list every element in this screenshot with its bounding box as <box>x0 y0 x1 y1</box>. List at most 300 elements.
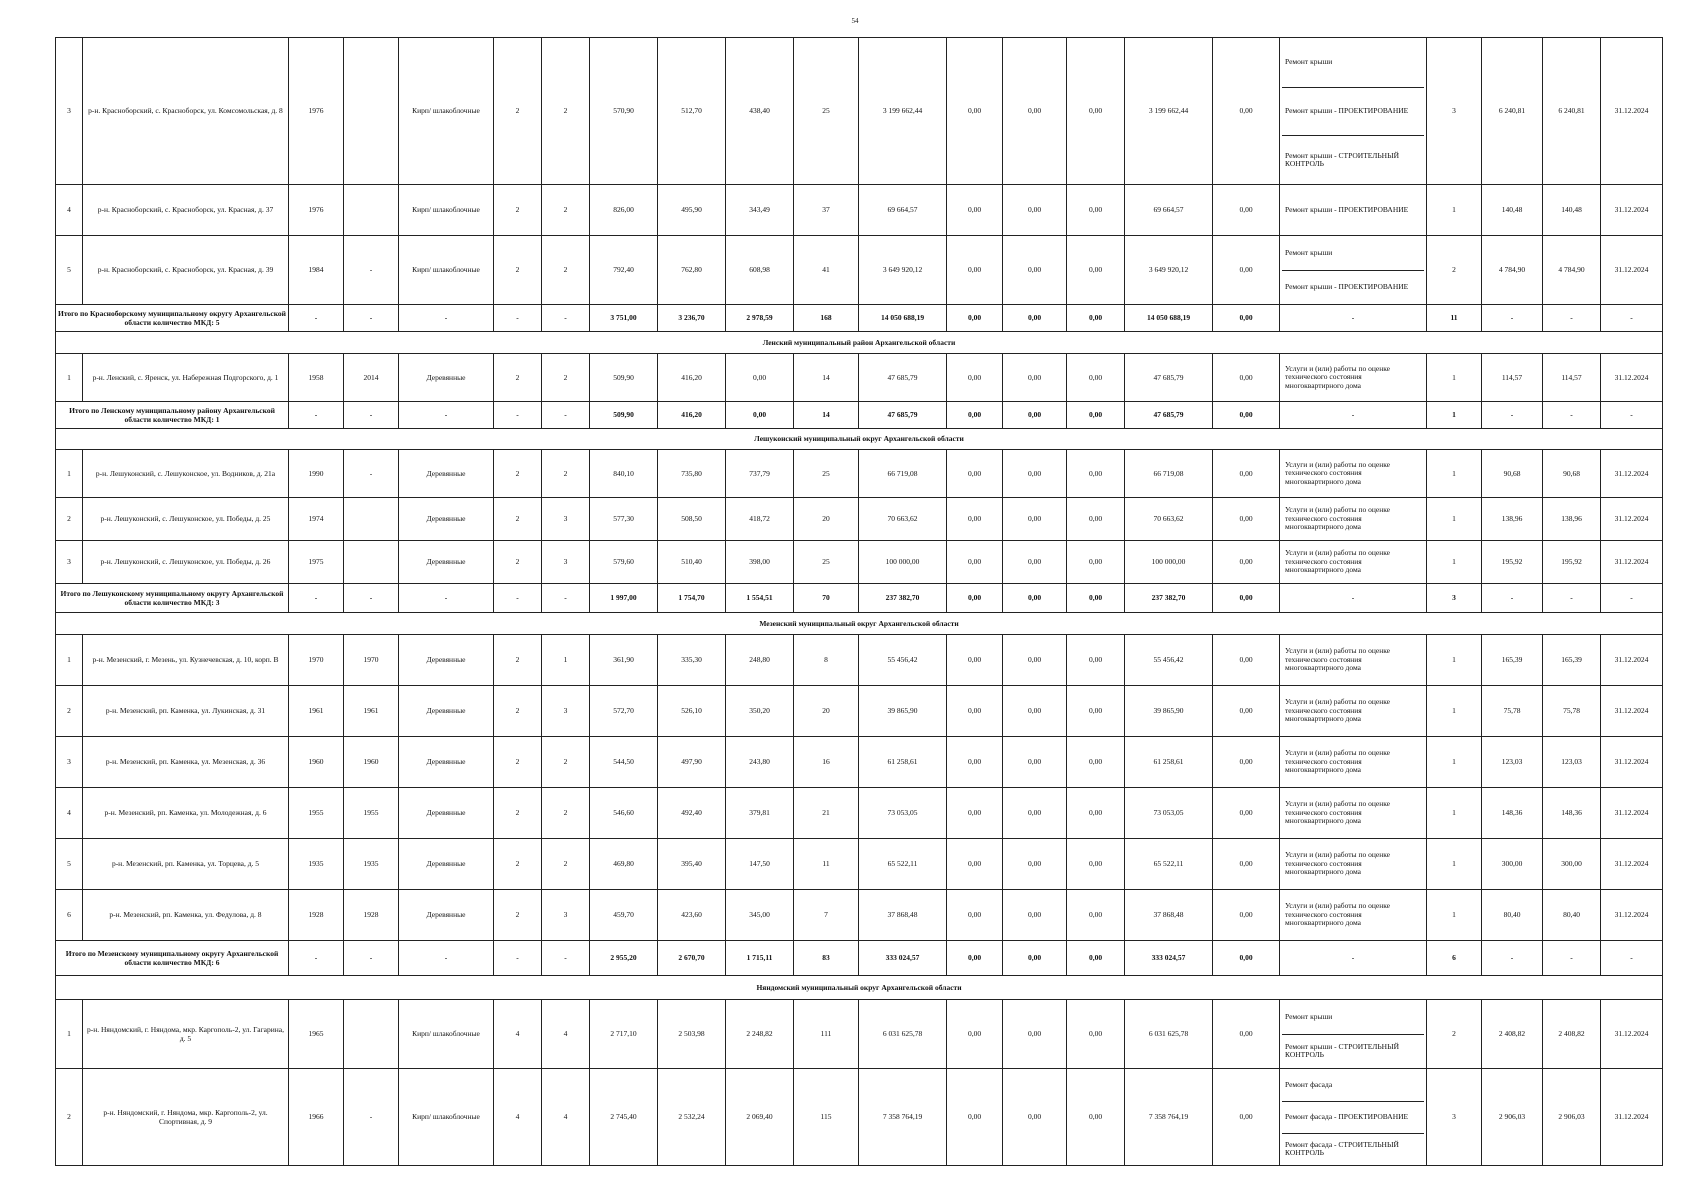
cell-year-repair: - <box>344 449 399 497</box>
total-area-total: 509,90 <box>590 401 658 428</box>
cell-floors: 2 <box>494 38 542 185</box>
cell-c3: 0,00 <box>1067 497 1125 540</box>
cell-wall: Деревянные <box>399 889 494 940</box>
table-row <box>56 184 1663 235</box>
total-dash: - <box>1543 401 1601 428</box>
total-dash: - <box>289 401 344 428</box>
work-type-item: Услуги и (или) работы по оценке технического состояния многоквартирного дома <box>1285 901 1390 928</box>
cell-year-repair: 1970 <box>344 634 399 685</box>
cell-u1: 123,03 <box>1482 736 1543 787</box>
cell-c1: 0,00 <box>947 38 1003 185</box>
cell-cost: 73 053,05 <box>859 787 947 838</box>
cell-entrances: 2 <box>542 38 590 185</box>
cell-no: 4 <box>56 787 83 838</box>
cell-entrances: 2 <box>542 736 590 787</box>
total-dash: - <box>1543 304 1601 331</box>
total-dash: - <box>1280 401 1427 428</box>
cell-u1: 140,48 <box>1482 184 1543 235</box>
cell-residents: 111 <box>794 999 859 1068</box>
cell-u1: 148,36 <box>1482 787 1543 838</box>
cell-area-living: 495,90 <box>658 184 726 235</box>
cell-date: 31.12.2024 <box>1601 353 1663 401</box>
total-dash: - <box>399 401 494 428</box>
cell-year-repair: 1960 <box>344 736 399 787</box>
cell-c5: 0,00 <box>1213 1068 1280 1165</box>
cell-floors: 2 <box>494 889 542 940</box>
table-row <box>56 634 1663 685</box>
cell-area-living: 335,30 <box>658 634 726 685</box>
total-area-res: 2 978,59 <box>726 304 794 331</box>
cell-residents: 8 <box>794 634 859 685</box>
table-row <box>56 38 1663 185</box>
total-c5: 0,00 <box>1213 304 1280 331</box>
cell-year-built: 1928 <box>289 889 344 940</box>
section-title: Мезенский муниципальный округ Архангельской области <box>56 612 1663 634</box>
cell-count: 1 <box>1427 353 1482 401</box>
total-c1: 0,00 <box>947 583 1003 612</box>
total-row <box>56 940 1663 975</box>
cell-floors: 2 <box>494 634 542 685</box>
total-residents: 14 <box>794 401 859 428</box>
cell-area-living: 508,50 <box>658 497 726 540</box>
cell-c5: 0,00 <box>1213 235 1280 304</box>
work-type-item: Ремонт крыши - СТРОИТЕЛЬНЫЙ КОНТРОЛЬ <box>1282 1034 1424 1068</box>
cell-address: р-н. Лешуконский, с. Лешуконское, ул. Водников, д. 21а <box>83 449 289 497</box>
cell-c3: 0,00 <box>1067 889 1125 940</box>
cell-c1: 0,00 <box>947 634 1003 685</box>
cell-u1: 165,39 <box>1482 634 1543 685</box>
total-c3: 0,00 <box>1067 940 1125 975</box>
cell-area-res: 345,00 <box>726 889 794 940</box>
cell-date: 31.12.2024 <box>1601 634 1663 685</box>
total-dash: - <box>1543 940 1601 975</box>
section-header-row <box>56 975 1663 999</box>
total-dash: - <box>344 401 399 428</box>
cell-year-built: 1975 <box>289 540 344 583</box>
work-type-item: Услуги и (или) работы по оценке технического состояния многоквартирного дома <box>1285 748 1390 775</box>
cell-year-built: 1990 <box>289 449 344 497</box>
cell-c1: 0,00 <box>947 736 1003 787</box>
cell-c2: 0,00 <box>1003 838 1067 889</box>
cell-c1: 0,00 <box>947 353 1003 401</box>
cell-address: р-н. Красноборский, с. Красноборск, ул. Комсомольская, д. 8 <box>83 38 289 185</box>
cell-wall: Деревянные <box>399 353 494 401</box>
cell-date: 31.12.2024 <box>1601 787 1663 838</box>
table-row <box>56 889 1663 940</box>
cell-c4: 6 031 625,78 <box>1125 999 1213 1068</box>
cell-year-built: 1976 <box>289 38 344 185</box>
total-dash: - <box>494 940 542 975</box>
cell-count: 1 <box>1427 838 1482 889</box>
cell-address: р-н. Красноборский, с. Красноборск, ул. Красная, д. 37 <box>83 184 289 235</box>
cell-address: р-н. Ленский, с. Яренск, ул. Набережная Подгорского, д. 1 <box>83 353 289 401</box>
cell-c2: 0,00 <box>1003 497 1067 540</box>
cell-cost: 6 031 625,78 <box>859 999 947 1068</box>
cell-entrances: 2 <box>542 235 590 304</box>
cell-floors: 2 <box>494 497 542 540</box>
cell-area-living: 735,80 <box>658 449 726 497</box>
cell-c5: 0,00 <box>1213 634 1280 685</box>
cell-residents: 37 <box>794 184 859 235</box>
total-dash: - <box>1482 304 1543 331</box>
cell-floors: 2 <box>494 685 542 736</box>
total-c4: 237 382,70 <box>1125 583 1213 612</box>
cell-cost: 69 664,57 <box>859 184 947 235</box>
cell-area-total: 579,60 <box>590 540 658 583</box>
cell-address: р-н. Мезенский, рп. Каменка, ул. Федулова, д. 8 <box>83 889 289 940</box>
total-dash: - <box>1482 940 1543 975</box>
total-area-res: 1 715,11 <box>726 940 794 975</box>
cell-year-repair: 1955 <box>344 787 399 838</box>
table-row <box>56 685 1663 736</box>
cell-year-built: 1966 <box>289 1068 344 1165</box>
table-row <box>56 736 1663 787</box>
cell-address: р-н. Мезенский, рп. Каменка, ул. Молодежная, д. 6 <box>83 787 289 838</box>
total-dash: - <box>542 304 590 331</box>
cell-c1: 0,00 <box>947 1068 1003 1165</box>
cell-u2: 140,48 <box>1543 184 1601 235</box>
cell-c3: 0,00 <box>1067 353 1125 401</box>
work-types-cell <box>1280 540 1427 583</box>
total-dash: - <box>1601 304 1663 331</box>
total-cost: 237 382,70 <box>859 583 947 612</box>
cell-c4: 3 649 920,12 <box>1125 235 1213 304</box>
cell-c1: 0,00 <box>947 184 1003 235</box>
cell-c4: 66 719,08 <box>1125 449 1213 497</box>
total-dash: - <box>344 583 399 612</box>
cell-entrances: 4 <box>542 999 590 1068</box>
total-c5: 0,00 <box>1213 401 1280 428</box>
cell-residents: 115 <box>794 1068 859 1165</box>
table-row <box>56 838 1663 889</box>
cell-year-built: 1958 <box>289 353 344 401</box>
cell-count: 3 <box>1427 38 1482 185</box>
cell-year-repair <box>344 497 399 540</box>
cell-address: р-н. Красноборский, с. Красноборск, ул. Красная, д. 39 <box>83 235 289 304</box>
cell-u2: 4 784,90 <box>1543 235 1601 304</box>
cell-no: 3 <box>56 736 83 787</box>
cell-no: 2 <box>56 497 83 540</box>
cell-c5: 0,00 <box>1213 889 1280 940</box>
cell-residents: 41 <box>794 235 859 304</box>
cell-c2: 0,00 <box>1003 235 1067 304</box>
total-dash: - <box>494 583 542 612</box>
total-c1: 0,00 <box>947 304 1003 331</box>
cell-date: 31.12.2024 <box>1601 497 1663 540</box>
total-label: Итого по Лешуконскому муниципальному округу Архангельской области количество МКД: 3 <box>56 583 289 612</box>
cell-no: 1 <box>56 353 83 401</box>
total-area-res: 1 554,51 <box>726 583 794 612</box>
cell-area-res: 343,49 <box>726 184 794 235</box>
total-c5: 0,00 <box>1213 583 1280 612</box>
cell-c1: 0,00 <box>947 497 1003 540</box>
cell-year-repair <box>344 184 399 235</box>
cell-u1: 2 906,03 <box>1482 1068 1543 1165</box>
total-dash: - <box>1601 401 1663 428</box>
cell-c4: 61 258,61 <box>1125 736 1213 787</box>
table-row <box>56 999 1663 1068</box>
cell-c4: 69 664,57 <box>1125 184 1213 235</box>
cell-year-repair <box>344 540 399 583</box>
cell-c5: 0,00 <box>1213 838 1280 889</box>
work-type-item: Услуги и (или) работы по оценке технического состояния многоквартирного дома <box>1285 459 1390 486</box>
cell-c2: 0,00 <box>1003 634 1067 685</box>
section-header-row <box>56 612 1663 634</box>
total-row <box>56 401 1663 428</box>
cell-date: 31.12.2024 <box>1601 889 1663 940</box>
cell-c1: 0,00 <box>947 889 1003 940</box>
cell-area-total: 544,50 <box>590 736 658 787</box>
cell-c4: 73 053,05 <box>1125 787 1213 838</box>
cell-wall: Деревянные <box>399 449 494 497</box>
total-dash: - <box>494 304 542 331</box>
cell-date: 31.12.2024 <box>1601 235 1663 304</box>
cell-c1: 0,00 <box>947 685 1003 736</box>
cell-year-repair: 1928 <box>344 889 399 940</box>
cell-address: р-н. Мезенский, г. Мезень, ул. Кузнечевская, д. 10, корп. В <box>83 634 289 685</box>
work-type-item: Услуги и (или) работы по оценке технического состояния многоквартирного дома <box>1285 548 1390 575</box>
cell-year-built: 1970 <box>289 634 344 685</box>
cell-wall: Деревянные <box>399 685 494 736</box>
total-dash: - <box>1280 940 1427 975</box>
cell-address: р-н. Мезенский, рп. Каменка, ул. Торцева, д. 5 <box>83 838 289 889</box>
work-type-item: Услуги и (или) работы по оценке технического состояния многоквартирного дома <box>1285 850 1390 877</box>
cell-u2: 2 906,03 <box>1543 1068 1601 1165</box>
cell-entrances: 4 <box>542 1068 590 1165</box>
cell-entrances: 3 <box>542 540 590 583</box>
cell-cost: 66 719,08 <box>859 449 947 497</box>
cell-date: 31.12.2024 <box>1601 736 1663 787</box>
cell-area-living: 416,20 <box>658 353 726 401</box>
cell-count: 2 <box>1427 999 1482 1068</box>
cell-area-total: 826,00 <box>590 184 658 235</box>
cell-u1: 195,92 <box>1482 540 1543 583</box>
cell-area-res: 418,72 <box>726 497 794 540</box>
cell-u1: 80,40 <box>1482 889 1543 940</box>
cell-c2: 0,00 <box>1003 353 1067 401</box>
cell-entrances: 2 <box>542 353 590 401</box>
cell-area-res: 243,80 <box>726 736 794 787</box>
cell-date: 31.12.2024 <box>1601 838 1663 889</box>
cell-entrances: 1 <box>542 634 590 685</box>
work-type-item: Ремонт фасада - ПРОЕКТИРОВАНИЕ <box>1282 1101 1424 1133</box>
cell-count: 1 <box>1427 540 1482 583</box>
cell-c4: 39 865,90 <box>1125 685 1213 736</box>
cell-wall: Деревянные <box>399 497 494 540</box>
cell-cost: 3 199 662,44 <box>859 38 947 185</box>
cell-floors: 2 <box>494 353 542 401</box>
total-c1: 0,00 <box>947 940 1003 975</box>
table-row <box>56 235 1663 304</box>
total-dash: - <box>399 583 494 612</box>
cell-u2: 75,78 <box>1543 685 1601 736</box>
cell-u2: 2 408,82 <box>1543 999 1601 1068</box>
total-count: 11 <box>1427 304 1482 331</box>
cell-residents: 25 <box>794 38 859 185</box>
cell-u2: 300,00 <box>1543 838 1601 889</box>
cell-no: 4 <box>56 184 83 235</box>
cell-u1: 300,00 <box>1482 838 1543 889</box>
cell-floors: 4 <box>494 999 542 1068</box>
cell-entrances: 2 <box>542 184 590 235</box>
total-row <box>56 304 1663 331</box>
total-dash: - <box>1601 940 1663 975</box>
cell-area-res: 350,20 <box>726 685 794 736</box>
cell-u2: 148,36 <box>1543 787 1601 838</box>
cell-u1: 4 784,90 <box>1482 235 1543 304</box>
total-c3: 0,00 <box>1067 401 1125 428</box>
cell-c3: 0,00 <box>1067 449 1125 497</box>
cell-year-built: 1965 <box>289 999 344 1068</box>
work-types-cell <box>1280 634 1427 685</box>
cell-c3: 0,00 <box>1067 838 1125 889</box>
cell-area-res: 737,79 <box>726 449 794 497</box>
total-dash: - <box>289 940 344 975</box>
cell-c3: 0,00 <box>1067 634 1125 685</box>
cell-year-repair: 2014 <box>344 353 399 401</box>
cell-address: р-н. Лешуконский, с. Лешуконское, ул. Победы, д. 26 <box>83 540 289 583</box>
total-residents: 168 <box>794 304 859 331</box>
work-types-cell <box>1280 838 1427 889</box>
cell-no: 1 <box>56 449 83 497</box>
cell-wall: Кирп/ шлакоблочные <box>399 235 494 304</box>
cell-u1: 6 240,81 <box>1482 38 1543 185</box>
cell-count: 1 <box>1427 497 1482 540</box>
cell-year-built: 1984 <box>289 235 344 304</box>
cell-entrances: 2 <box>542 787 590 838</box>
cell-c3: 0,00 <box>1067 235 1125 304</box>
work-type-item: Ремонт фасада - СТРОИТЕЛЬНЫЙ КОНТРОЛЬ <box>1282 1133 1424 1165</box>
cell-residents: 20 <box>794 685 859 736</box>
cell-year-repair: - <box>344 235 399 304</box>
cell-area-total: 469,80 <box>590 838 658 889</box>
cell-entrances: 3 <box>542 889 590 940</box>
cell-area-living: 2 532,24 <box>658 1068 726 1165</box>
cell-c5: 0,00 <box>1213 540 1280 583</box>
cell-u2: 165,39 <box>1543 634 1601 685</box>
cell-u2: 195,92 <box>1543 540 1601 583</box>
total-c3: 0,00 <box>1067 583 1125 612</box>
cell-c5: 0,00 <box>1213 787 1280 838</box>
total-dash: - <box>1601 583 1663 612</box>
cell-year-repair: - <box>344 1068 399 1165</box>
work-types-cell <box>1280 497 1427 540</box>
cell-area-living: 2 503,98 <box>658 999 726 1068</box>
cell-c3: 0,00 <box>1067 38 1125 185</box>
cell-area-total: 361,90 <box>590 634 658 685</box>
total-dash: - <box>344 304 399 331</box>
cell-c3: 0,00 <box>1067 184 1125 235</box>
cell-area-res: 2 069,40 <box>726 1068 794 1165</box>
cell-address: р-н. Лешуконский, с. Лешуконское, ул. Победы, д. 25 <box>83 497 289 540</box>
cell-c2: 0,00 <box>1003 999 1067 1068</box>
total-area-total: 2 955,20 <box>590 940 658 975</box>
total-c1: 0,00 <box>947 401 1003 428</box>
cell-cost: 3 649 920,12 <box>859 235 947 304</box>
table-row <box>56 449 1663 497</box>
cell-residents: 21 <box>794 787 859 838</box>
total-dash: - <box>542 940 590 975</box>
work-types-cell <box>1280 353 1427 401</box>
cell-date: 31.12.2024 <box>1601 999 1663 1068</box>
cell-count: 1 <box>1427 634 1482 685</box>
cell-cost: 100 000,00 <box>859 540 947 583</box>
total-c2: 0,00 <box>1003 940 1067 975</box>
cell-area-total: 572,70 <box>590 685 658 736</box>
cell-year-repair: 1935 <box>344 838 399 889</box>
work-types-cell <box>1280 449 1427 497</box>
total-area-living: 416,20 <box>658 401 726 428</box>
cell-cost: 70 663,62 <box>859 497 947 540</box>
cell-address: р-н. Няндомский, г. Няндома, мкр. Каргополь-2, ул. Гагарина, д. 5 <box>83 999 289 1068</box>
cell-address: р-н. Мезенский, рп. Каменка, ул. Лукинская, д. 31 <box>83 685 289 736</box>
cell-area-total: 546,60 <box>590 787 658 838</box>
cell-c4: 100 000,00 <box>1125 540 1213 583</box>
total-dash: - <box>1482 401 1543 428</box>
cell-wall: Кирп/ шлакоблочные <box>399 1068 494 1165</box>
cell-no: 5 <box>56 235 83 304</box>
work-type-item: Ремонт крыши - ПРОЕКТИРОВАНИЕ <box>1282 270 1424 304</box>
work-types-cell <box>1280 889 1427 940</box>
cell-area-living: 423,60 <box>658 889 726 940</box>
cell-area-total: 459,70 <box>590 889 658 940</box>
total-c4: 14 050 688,19 <box>1125 304 1213 331</box>
cell-floors: 2 <box>494 736 542 787</box>
cell-c2: 0,00 <box>1003 184 1067 235</box>
cell-area-res: 398,00 <box>726 540 794 583</box>
cell-count: 1 <box>1427 787 1482 838</box>
cell-wall: Деревянные <box>399 838 494 889</box>
table-row <box>56 497 1663 540</box>
cell-no: 1 <box>56 634 83 685</box>
cell-cost: 47 685,79 <box>859 353 947 401</box>
work-types-cell <box>1280 235 1427 304</box>
capital-repair-register-table <box>55 37 1663 1166</box>
total-count: 1 <box>1427 401 1482 428</box>
cell-u2: 114,57 <box>1543 353 1601 401</box>
cell-c4: 3 199 662,44 <box>1125 38 1213 185</box>
cell-date: 31.12.2024 <box>1601 685 1663 736</box>
cell-u1: 75,78 <box>1482 685 1543 736</box>
total-dash: - <box>399 940 494 975</box>
cell-residents: 11 <box>794 838 859 889</box>
total-c2: 0,00 <box>1003 304 1067 331</box>
cell-date: 31.12.2024 <box>1601 449 1663 497</box>
page-number: 54 <box>851 17 859 25</box>
cell-floors: 2 <box>494 540 542 583</box>
total-c3: 0,00 <box>1067 304 1125 331</box>
cell-floors: 2 <box>494 838 542 889</box>
work-type-item: Ремонт крыши - ПРОЕКТИРОВАНИЕ <box>1285 204 1409 214</box>
cell-u2: 123,03 <box>1543 736 1601 787</box>
cell-count: 2 <box>1427 235 1482 304</box>
cell-cost: 61 258,61 <box>859 736 947 787</box>
cell-entrances: 2 <box>542 449 590 497</box>
cell-c4: 37 868,48 <box>1125 889 1213 940</box>
total-residents: 70 <box>794 583 859 612</box>
cell-c1: 0,00 <box>947 838 1003 889</box>
cell-entrances: 3 <box>542 497 590 540</box>
cell-entrances: 2 <box>542 838 590 889</box>
cell-wall: Деревянные <box>399 634 494 685</box>
cell-wall: Кирп/ шлакоблочные <box>399 184 494 235</box>
section-title: Ленский муниципальный район Архангельской области <box>56 331 1663 353</box>
cell-residents: 25 <box>794 449 859 497</box>
work-types-cell <box>1280 787 1427 838</box>
total-area-res: 0,00 <box>726 401 794 428</box>
cell-year-built: 1935 <box>289 838 344 889</box>
cell-area-living: 395,40 <box>658 838 726 889</box>
